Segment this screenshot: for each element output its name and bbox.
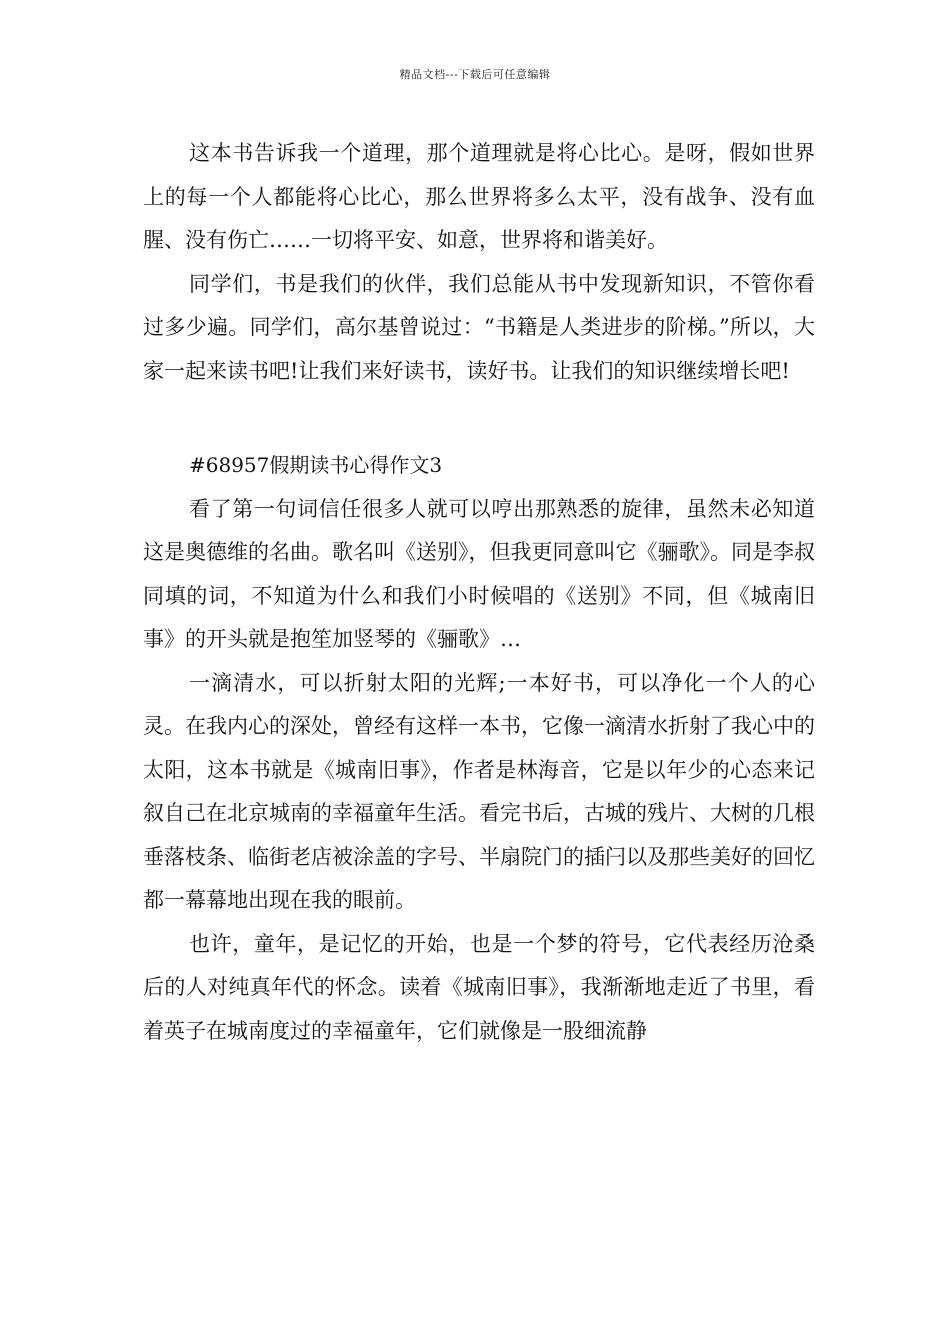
page-header: 精品文档---下载后可任意编辑	[399, 68, 551, 81]
paragraph-spacer	[143, 393, 815, 436]
paragraph: 这本书告诉我一个道理，那个道理就是将心比心。是呀，假如世界上的每一个人都能将心比心，那么世界将多么太平，没有战争、没有血腥、没有伤亡……一切将平安、如意，世界将和谐美好。	[143, 141, 815, 252]
paragraph: 同学们，书是我们的伙伴，我们总能从书中发现新知识，不管你看过多少遍。同学们，高尔基曾说过：“书籍是人类进步的阶梯。”所以，大家一起来读书吧!让我们来好读书，读好书。让我们的知识继续增长吧!	[143, 271, 815, 383]
paragraph: 看了第一句词信任很多人就可以哼出那熟悉的旋律，虽然未必知道这是奥德维的名曲。歌名叫《送别》，但我更同意叫它《骊歌》。同是李叔同填的词，不知道为什么和我们小时候唱的《送别》不同，但《城南旧事》的开头就是抱笙加竖琴的《骊歌》…	[143, 496, 815, 651]
section-title: #68957假期读书心得作文3	[189, 453, 443, 477]
paragraph: 一滴清水，可以折射太阳的光辉;一本好书，可以净化一个人的心灵。在我内心的深处，曾经有这样一本书，它像一滴清水折射了我心中的太阳，这本书就是《城南旧事》，作者是林海音，它是以年少的心态来记叙自己在北京城南的幸福童年生活。看完书后，古城的残片、大树的几根垂落枝条、临街老店被涂盖的字号、半扇院门的插闩以及那些美好的回忆都一幕幕地出现在我的眼前。	[143, 670, 815, 912]
paragraph: 也许，童年，是记忆的开始，也是一个梦的符号，它代表经历沧桑后的人对纯真年代的怀念。读着《城南旧事》，我渐渐地走近了书里，看着英子在城南度过的幸福童年，它们就像是一股细流静	[143, 931, 815, 1043]
document-body	[143, 132, 815, 1053]
